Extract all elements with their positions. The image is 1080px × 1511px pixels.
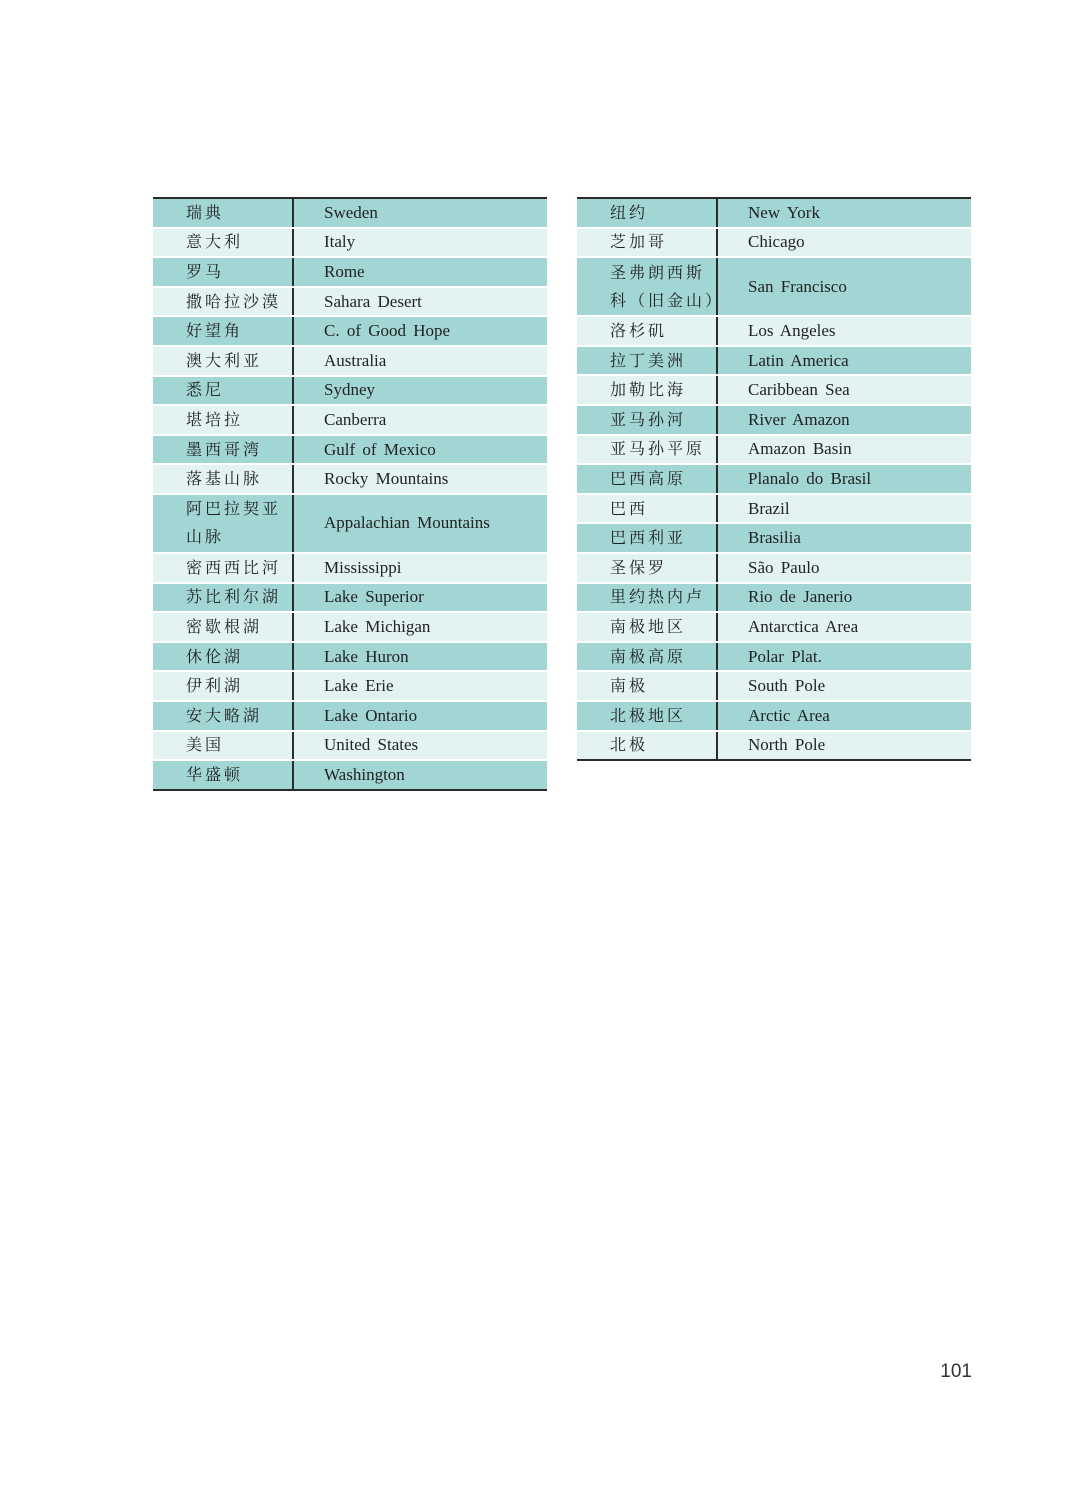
table-row — [153, 346, 547, 376]
english-term: Mississippi — [293, 553, 547, 583]
chinese-term: 落基山脉 — [153, 464, 293, 494]
chinese-term: 华盛顿 — [153, 760, 293, 790]
english-term: Washington — [293, 760, 547, 790]
english-term: Sydney — [293, 376, 547, 406]
table-row — [153, 287, 547, 317]
english-term: Sahara Desert — [293, 287, 547, 317]
chinese-term: 拉丁美洲 — [577, 346, 717, 376]
table-row — [153, 198, 547, 228]
english-term: Italy — [293, 228, 547, 258]
chinese-term: 南极地区 — [577, 612, 717, 642]
table-row — [577, 316, 971, 346]
english-term: Chicago — [717, 228, 971, 258]
chinese-term: 安大略湖 — [153, 701, 293, 731]
chinese-term: 伊利湖 — [153, 671, 293, 701]
chinese-term: 加勒比海 — [577, 375, 717, 405]
table-row — [153, 701, 547, 731]
table-row — [153, 671, 547, 701]
table-row — [577, 701, 971, 731]
english-term: North Pole — [717, 731, 971, 761]
table-row — [577, 346, 971, 376]
table-row — [577, 612, 971, 642]
english-term: Sweden — [293, 198, 547, 228]
table-row — [153, 612, 547, 642]
chinese-term: 圣保罗 — [577, 553, 717, 583]
chinese-term: 密西西比河 — [153, 553, 293, 583]
english-term: Rocky Mountains — [293, 464, 547, 494]
chinese-term: 墨西哥湾 — [153, 435, 293, 465]
english-term: Brasilia — [717, 523, 971, 553]
table-row — [577, 464, 971, 494]
chinese-term: 罗马 — [153, 257, 293, 287]
chinese-term: 芝加哥 — [577, 228, 717, 258]
glossary-table-right — [577, 197, 971, 761]
english-term: Lake Ontario — [293, 701, 547, 731]
table-row — [153, 376, 547, 406]
english-term: Rome — [293, 257, 547, 287]
chinese-term: 亚马孙河 — [577, 405, 717, 435]
english-term: Antarctica Area — [717, 612, 971, 642]
english-term: Polar Plat. — [717, 642, 971, 672]
chinese-term: 意大利 — [153, 228, 293, 258]
table-row — [577, 553, 971, 583]
chinese-term: 阿巴拉契亚山脉 — [153, 494, 293, 553]
english-term: Rio de Janerio — [717, 583, 971, 613]
chinese-term: 瑞典 — [153, 198, 293, 228]
table-row — [577, 583, 971, 613]
english-term: São Paulo — [717, 553, 971, 583]
table-row — [577, 671, 971, 701]
english-term: Appalachian Mountains — [293, 494, 547, 553]
page-number: 101 — [940, 1361, 972, 1382]
table-row — [153, 642, 547, 672]
chinese-term: 澳大利亚 — [153, 346, 293, 376]
table-row — [153, 405, 547, 435]
english-term: C. of Good Hope — [293, 316, 547, 346]
chinese-term: 美国 — [153, 731, 293, 761]
glossary-table-left — [153, 197, 547, 791]
table-row — [153, 228, 547, 258]
chinese-term: 北极地区 — [577, 701, 717, 731]
table-row — [577, 494, 971, 524]
chinese-term: 里约热内卢 — [577, 583, 717, 613]
english-term: Gulf of Mexico — [293, 435, 547, 465]
english-term: Lake Michigan — [293, 612, 547, 642]
english-term: River Amazon — [717, 405, 971, 435]
english-term: South Pole — [717, 671, 971, 701]
english-term: Canberra — [293, 405, 547, 435]
chinese-term: 密歇根湖 — [153, 612, 293, 642]
english-term: Los Angeles — [717, 316, 971, 346]
chinese-term: 好望角 — [153, 316, 293, 346]
chinese-term: 巴西高原 — [577, 464, 717, 494]
chinese-term: 堪培拉 — [153, 405, 293, 435]
table-row — [577, 257, 971, 316]
english-term: United States — [293, 731, 547, 761]
english-term: Amazon Basin — [717, 435, 971, 465]
chinese-term: 巴西 — [577, 494, 717, 524]
table-row — [153, 435, 547, 465]
english-term: Latin America — [717, 346, 971, 376]
chinese-term: 洛杉矶 — [577, 316, 717, 346]
table-row — [577, 523, 971, 553]
table-row — [577, 375, 971, 405]
chinese-term: 撒哈拉沙漠 — [153, 287, 293, 317]
english-term: Australia — [293, 346, 547, 376]
english-term: New York — [717, 198, 971, 228]
chinese-term: 休伦湖 — [153, 642, 293, 672]
table-row — [153, 494, 547, 553]
table-row — [153, 464, 547, 494]
chinese-term: 巴西利亚 — [577, 523, 717, 553]
chinese-term: 北极 — [577, 731, 717, 761]
table-row — [577, 642, 971, 672]
chinese-term: 悉尼 — [153, 376, 293, 406]
english-term: Brazil — [717, 494, 971, 524]
table-row — [577, 228, 971, 258]
english-term: Lake Erie — [293, 671, 547, 701]
table-row — [577, 731, 971, 761]
english-term: Arctic Area — [717, 701, 971, 731]
english-term: Lake Superior — [293, 583, 547, 613]
table-row — [153, 760, 547, 790]
table-row — [153, 316, 547, 346]
chinese-term: 纽约 — [577, 198, 717, 228]
table-row — [153, 731, 547, 761]
english-term: Caribbean Sea — [717, 375, 971, 405]
chinese-term: 亚马孙平原 — [577, 435, 717, 465]
chinese-term: 南极高原 — [577, 642, 717, 672]
chinese-term: 南极 — [577, 671, 717, 701]
english-term: San Francisco — [717, 257, 971, 316]
table-row — [577, 405, 971, 435]
english-term: Planalo do Brasil — [717, 464, 971, 494]
table-row — [577, 198, 971, 228]
table-row — [153, 257, 547, 287]
chinese-term: 苏比利尔湖 — [153, 583, 293, 613]
chinese-term: 圣弗朗西斯科（旧金山） — [577, 257, 717, 316]
table-row — [153, 553, 547, 583]
table-row — [577, 435, 971, 465]
english-term: Lake Huron — [293, 642, 547, 672]
table-row — [153, 583, 547, 613]
